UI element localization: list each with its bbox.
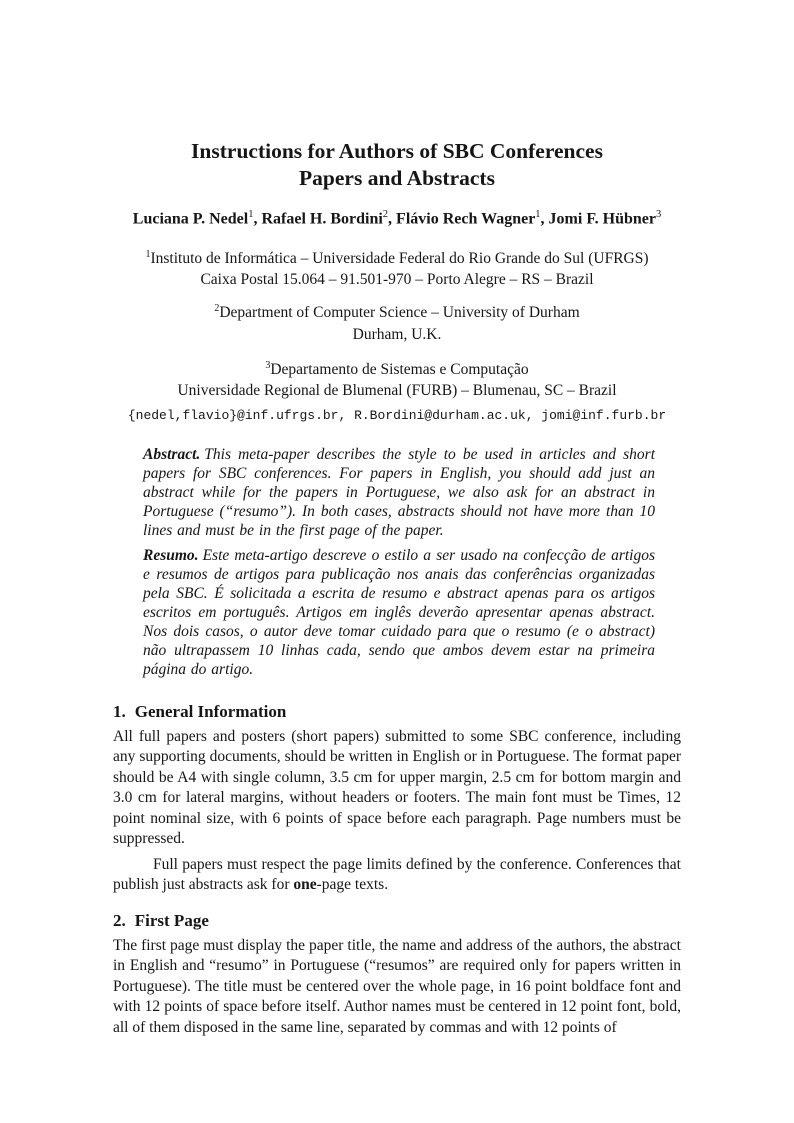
abstract-section bbox=[143, 445, 655, 540]
author-name: , Rafael H. Bordini bbox=[253, 210, 383, 228]
affiliation-line bbox=[113, 298, 681, 323]
section-1-paragraph-2 bbox=[113, 855, 681, 896]
emails-line: {nedel,flavio}@inf.ufrgs.br, R.Bordini@durham.ac.uk, jomi@inf.furb.br bbox=[127, 407, 667, 423]
section-1-title: General Information bbox=[134, 701, 287, 721]
author-name: , Flávio Rech Wagner bbox=[388, 210, 536, 228]
affiliation-text: Departamento de Sistemas e Computação bbox=[270, 360, 529, 378]
author-superscript: 1 bbox=[535, 209, 541, 220]
resumo-section bbox=[143, 546, 655, 679]
paper-content-column bbox=[113, 0, 681, 1038]
author-name: Luciana P. Nedel bbox=[132, 210, 249, 228]
paper-title-line1: Instructions for Authors of SBC Conferences bbox=[191, 139, 603, 163]
authors-line bbox=[113, 204, 681, 230]
affiliation-block-1 bbox=[113, 244, 681, 290]
abstract-label: Abstract. bbox=[143, 445, 201, 463]
paper-title bbox=[113, 138, 681, 192]
section-2-number: 2. bbox=[113, 910, 126, 930]
section-2-heading bbox=[113, 909, 681, 932]
affiliation-text: Department of Computer Science – University of Durham bbox=[219, 304, 580, 322]
author-superscript: 3 bbox=[655, 209, 662, 220]
affiliation-superscript: 1 bbox=[145, 249, 151, 261]
author-superscript: 2 bbox=[382, 209, 389, 220]
paper-title-line2: Papers and Abstracts bbox=[299, 166, 495, 190]
affiliation-line bbox=[113, 355, 681, 380]
resumo-text: Este meta-artigo descreve o estilo a ser usado na confecção de artigos e resumos de artigos para publicação nos anais das conferências organizadas pela SBC. É solicitada a escrita de resumo e abstract apenas para os artigos escritos em português. Artigos em inglês deverão apresentar apenas abstract. Nos dois casos, o autor deve tomar cuidado para que o resumo (e o abstract) não ultrapassem 10 linhas cada, sendo que ambos devem estar na primeira página do artigo. bbox=[143, 546, 655, 678]
affiliation-superscript: 3 bbox=[265, 359, 271, 371]
paragraph-text: Full papers must respect the page limits defined by the conference. Conferences that publish just abstracts ask for bbox=[113, 855, 681, 894]
affiliation-block-2 bbox=[113, 298, 681, 344]
abstract-text: This meta-paper describes the style to be used in articles and short papers for SBC conferences. For papers in English, you should add just an abstract while for the papers in Portuguese, we also ask for an abstract in Portuguese (“resumo”). In both cases, abstracts should not have more than 10 lines and must be in the first page of the paper. bbox=[143, 445, 655, 539]
affiliation-line bbox=[113, 244, 681, 269]
affiliation-text: Instituto de Informática – Universidade Federal do Rio Grande do Sul (UFRGS) bbox=[150, 250, 649, 268]
affiliation-line: Durham, U.K. bbox=[352, 325, 442, 343]
section-1-heading bbox=[113, 700, 681, 723]
affiliation-superscript: 2 bbox=[214, 303, 220, 315]
author-superscript: 1 bbox=[248, 209, 254, 220]
paragraph-text: -page texts. bbox=[316, 876, 389, 894]
affiliation-line: Universidade Regional de Blumenal (FURB) – Blumenau, SC – Brazil bbox=[177, 381, 617, 399]
affiliation-line: Caixa Postal 15.064 – 91.501-970 – Porto Alegre – RS – Brazil bbox=[200, 271, 594, 289]
section-1-number: 1. bbox=[113, 701, 126, 721]
author-name: , Jomi F. Hübner bbox=[540, 210, 656, 228]
section-2-paragraph-1: The first page must display the paper title, the name and address of the authors, the abstract in English and “resumo” in Portuguese (“resumos” are required only for papers written in Portuguese). The title must be centered over the whole page, in 16 point boldface font and with 12 points of space before itself. Author names must be centered in 12 point font, bold, all of them disposed in the same line, separated by commas and with 12 points of bbox=[113, 936, 681, 1036]
resumo-label: Resumo. bbox=[143, 546, 199, 564]
section-1-paragraph-1: All full papers and posters (short papers) submitted to some SBC conference, including any supporting documents, should be written in English or in Portuguese. The format paper should be A4 with single column, 3.5 cm for upper margin, 2.5 cm for bottom margin and 3.0 cm for lateral margins, without headers or footers. The main font must be Times, 12 point nominal size, with 6 points of space before each paragraph. Page numbers must be suppressed. bbox=[113, 727, 681, 848]
affiliation-block-3 bbox=[113, 355, 681, 401]
paragraph-bold-text: one bbox=[293, 876, 317, 894]
section-2-title: First Page bbox=[134, 910, 209, 930]
